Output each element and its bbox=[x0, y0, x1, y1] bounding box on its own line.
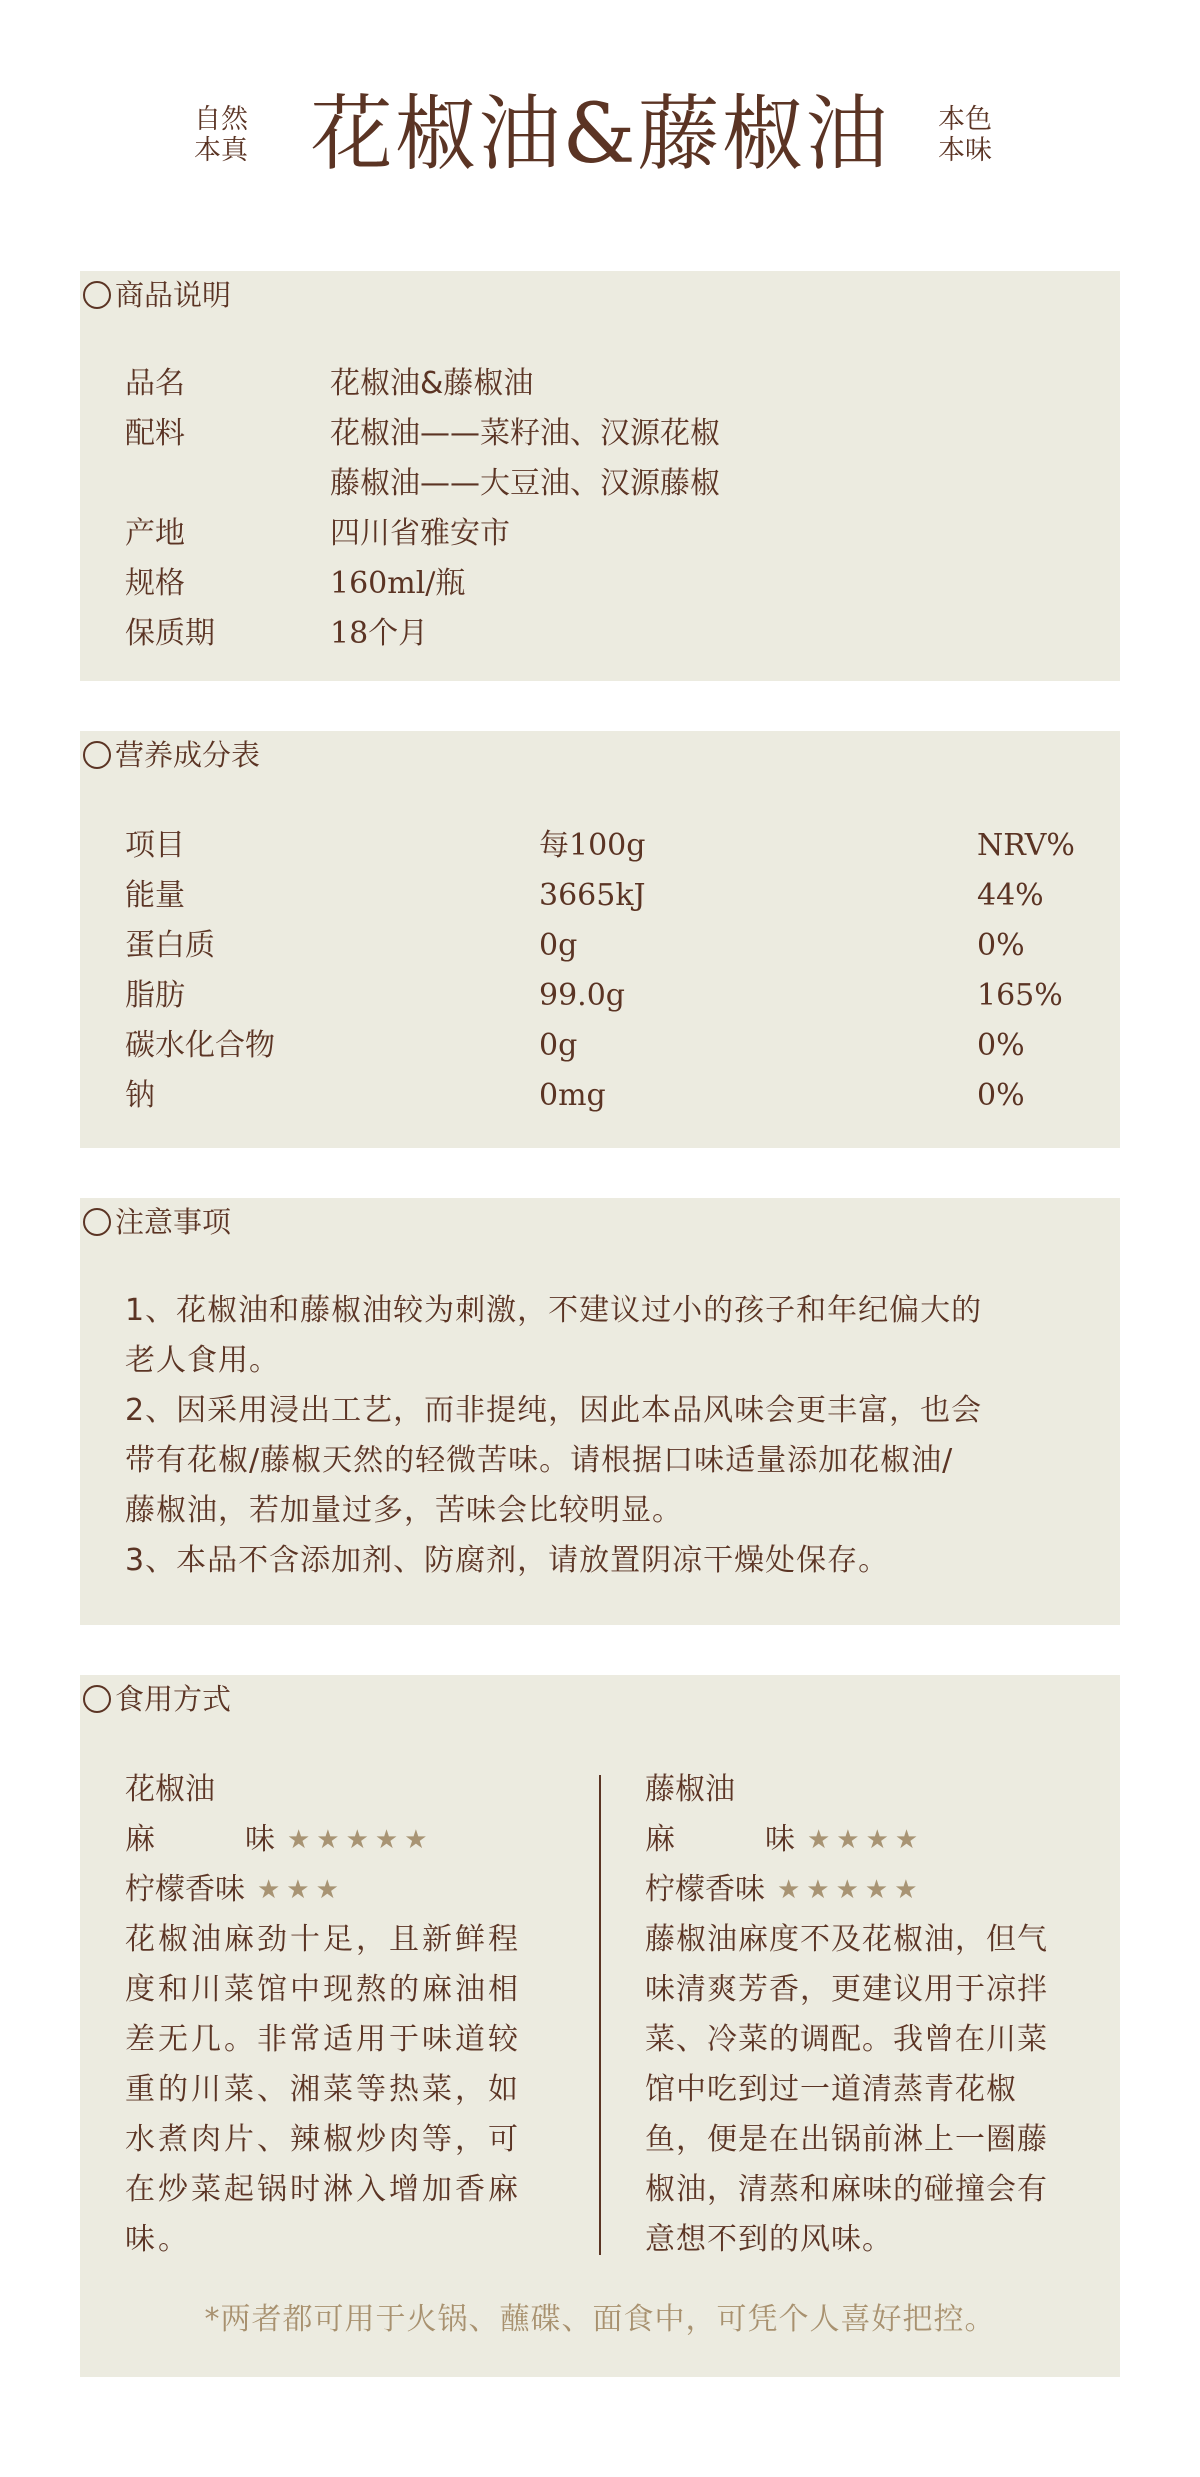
lemon-rating bbox=[645, 1865, 1095, 1915]
column-header: NRV% bbox=[977, 828, 1075, 863]
nutrient-name: 能量 bbox=[125, 878, 185, 913]
desc-line: 水煮肉片、辣椒炒肉等，可 bbox=[125, 2122, 521, 2157]
nutrient-nrv: 165% bbox=[977, 978, 1063, 1013]
star-rating-icon: ★★★★ bbox=[807, 1825, 925, 1855]
usage-heading-text: 食用方式 bbox=[115, 1682, 232, 1716]
info-row bbox=[125, 359, 720, 409]
numbing-rating bbox=[645, 1815, 1095, 1865]
info-row bbox=[125, 559, 720, 609]
nutrient-amount: 0g bbox=[539, 1028, 578, 1063]
nutrient-nrv: 0% bbox=[977, 1078, 1025, 1113]
page-title: 花椒油&藤椒油 bbox=[310, 87, 890, 182]
desc-line: 在炒菜起锅时淋入增加香麻 bbox=[125, 2172, 521, 2207]
numbing-label bbox=[125, 1815, 275, 1865]
nutrition-heading-text: 营养成分表 bbox=[115, 738, 261, 772]
notes-heading-text: 注意事项 bbox=[115, 1205, 232, 1239]
desc-line: 花椒油麻劲十足，且新鲜程 bbox=[125, 1922, 521, 1957]
notes-heading bbox=[83, 1202, 231, 1242]
lemon-label: 柠檬香味 bbox=[125, 1872, 245, 1907]
nutrient-amount: 0mg bbox=[539, 1078, 606, 1113]
nutrient-nrv: 0% bbox=[977, 928, 1025, 963]
numbing-label bbox=[645, 1815, 795, 1865]
nutrient-nrv: 0% bbox=[977, 1028, 1025, 1063]
desc-line: 馆中吃到过一道清蒸青花椒 bbox=[645, 2072, 1017, 2107]
usage-section bbox=[80, 1675, 1120, 2377]
info-row bbox=[125, 409, 720, 459]
nutrient-name: 碳水化合物 bbox=[125, 1028, 275, 1063]
nutrition-row bbox=[125, 971, 1095, 1021]
star-rating-icon: ★★★★★ bbox=[287, 1825, 434, 1855]
nutrient-amount: 0g bbox=[539, 928, 578, 963]
lemon-label: 柠檬香味 bbox=[645, 1872, 765, 1907]
desc-line: 度和川菜馆中现熬的麻油相 bbox=[125, 1972, 521, 2007]
note-line: 2、因采用浸出工艺，而非提纯，因此本品风味会更丰富，也会 bbox=[125, 1393, 983, 1428]
numbing-label-char: 麻 bbox=[125, 1822, 155, 1857]
nutrient-amount: 99.0g bbox=[539, 978, 626, 1013]
product-info-section bbox=[80, 271, 1120, 681]
nutrition-row bbox=[125, 1071, 1095, 1121]
nutrient-nrv: 44% bbox=[977, 878, 1044, 913]
info-value: 花椒油——菜籽油、汉源花椒 bbox=[330, 416, 720, 451]
pepper-oil-description bbox=[125, 1915, 575, 2265]
desc-line: 味。 bbox=[125, 2222, 191, 2257]
lemon-rating bbox=[125, 1865, 575, 1915]
desc-line: 鱼，便是在出锅前淋上一圈藤 bbox=[645, 2122, 1048, 2157]
info-key: 配料 bbox=[125, 416, 185, 451]
column-divider bbox=[599, 1775, 601, 2255]
info-value: 花椒油&藤椒油 bbox=[330, 366, 534, 401]
numbing-rating bbox=[125, 1815, 575, 1865]
usage-heading bbox=[83, 1679, 231, 1719]
info-key: 产地 bbox=[125, 516, 185, 551]
nutrition-row bbox=[125, 871, 1095, 921]
numbing-label-char: 麻 bbox=[645, 1822, 675, 1857]
nutrient-name: 钠 bbox=[125, 1078, 155, 1113]
desc-line: 意想不到的风味。 bbox=[645, 2222, 893, 2257]
nutrition-row bbox=[125, 1021, 1095, 1071]
star-rating-icon: ★★★ bbox=[257, 1875, 345, 1905]
product-name: 花椒油 bbox=[125, 1772, 215, 1807]
circle-icon bbox=[83, 281, 111, 309]
info-value: 藤椒油——大豆油、汉源藤椒 bbox=[330, 466, 720, 501]
note-line: 3、本品不含添加剂、防腐剂，请放置阴凉干燥处保存。 bbox=[125, 1543, 890, 1578]
desc-line: 菜、冷菜的调配。我曾在川菜 bbox=[645, 2022, 1048, 2057]
note-line: 带有花椒/藤椒天然的轻微苦味。请根据口味适量添加花椒油/ bbox=[125, 1443, 954, 1478]
product-info-heading-text: 商品说明 bbox=[115, 278, 232, 312]
nutrition-heading bbox=[83, 735, 260, 775]
note-line: 1、花椒油和藤椒油较为刺激，不建议过小的孩子和年纪偏大的 bbox=[125, 1293, 983, 1328]
pepper-oil-column bbox=[125, 1765, 575, 2265]
circle-icon bbox=[83, 741, 111, 769]
column-header: 项目 bbox=[125, 828, 185, 863]
usage-footnote: *两者都可用于火锅、蘸碟、面食中，可凭个人喜好把控。 bbox=[204, 2302, 996, 2337]
numbing-label-char: 味 bbox=[245, 1822, 275, 1857]
right-slogan-line-2: 本味 bbox=[938, 135, 992, 166]
column-header: 每100g bbox=[539, 828, 646, 863]
info-key: 规格 bbox=[125, 566, 185, 601]
desc-line: 椒油，清蒸和麻味的碰撞会有 bbox=[645, 2172, 1048, 2207]
product-info-heading bbox=[83, 275, 231, 315]
desc-line: 重的川菜、湘菜等热菜，如 bbox=[125, 2072, 521, 2107]
note-line: 老人食用。 bbox=[125, 1343, 280, 1378]
notes-body bbox=[125, 1286, 1085, 1586]
info-row bbox=[125, 509, 720, 559]
info-row bbox=[125, 459, 720, 509]
nutrition-section bbox=[80, 731, 1120, 1148]
star-rating-icon: ★★★★★ bbox=[777, 1875, 924, 1905]
page-header bbox=[0, 80, 1200, 190]
desc-line: 藤椒油麻度不及花椒油，但气 bbox=[645, 1922, 1048, 1957]
vine-pepper-oil-description bbox=[645, 1915, 1095, 2265]
info-key: 品名 bbox=[125, 366, 185, 401]
left-slogan-line-2: 本真 bbox=[194, 135, 248, 166]
info-value: 18个月 bbox=[330, 616, 429, 651]
vine-pepper-oil-column bbox=[645, 1765, 1095, 2265]
product-info-list bbox=[125, 359, 720, 659]
right-slogan bbox=[938, 104, 992, 166]
circle-icon bbox=[83, 1208, 111, 1236]
circle-icon bbox=[83, 1685, 111, 1713]
info-key bbox=[125, 459, 330, 509]
nutrient-name: 脂肪 bbox=[125, 978, 185, 1013]
nutrition-row bbox=[125, 921, 1095, 971]
desc-line: 味清爽芳香，更建议用于凉拌 bbox=[645, 1972, 1048, 2007]
notes-section bbox=[80, 1198, 1120, 1625]
info-key: 保质期 bbox=[125, 616, 215, 651]
note-line: 藤椒油，若加量过多，苦味会比较明显。 bbox=[125, 1493, 683, 1528]
nutrient-name: 蛋白质 bbox=[125, 928, 215, 963]
nutrient-amount: 3665kJ bbox=[539, 878, 646, 913]
right-slogan-line-1: 本色 bbox=[938, 104, 992, 135]
numbing-label-char: 味 bbox=[765, 1822, 795, 1857]
nutrition-table bbox=[125, 821, 1095, 1121]
left-slogan-line-1: 自然 bbox=[194, 104, 248, 135]
desc-line: 差无几。非常适用于味道较 bbox=[125, 2022, 521, 2057]
product-name: 藤椒油 bbox=[645, 1772, 735, 1807]
nutrition-header-row bbox=[125, 821, 1095, 871]
info-value: 160ml/瓶 bbox=[330, 566, 466, 601]
info-value: 四川省雅安市 bbox=[330, 516, 510, 551]
info-row bbox=[125, 609, 720, 659]
